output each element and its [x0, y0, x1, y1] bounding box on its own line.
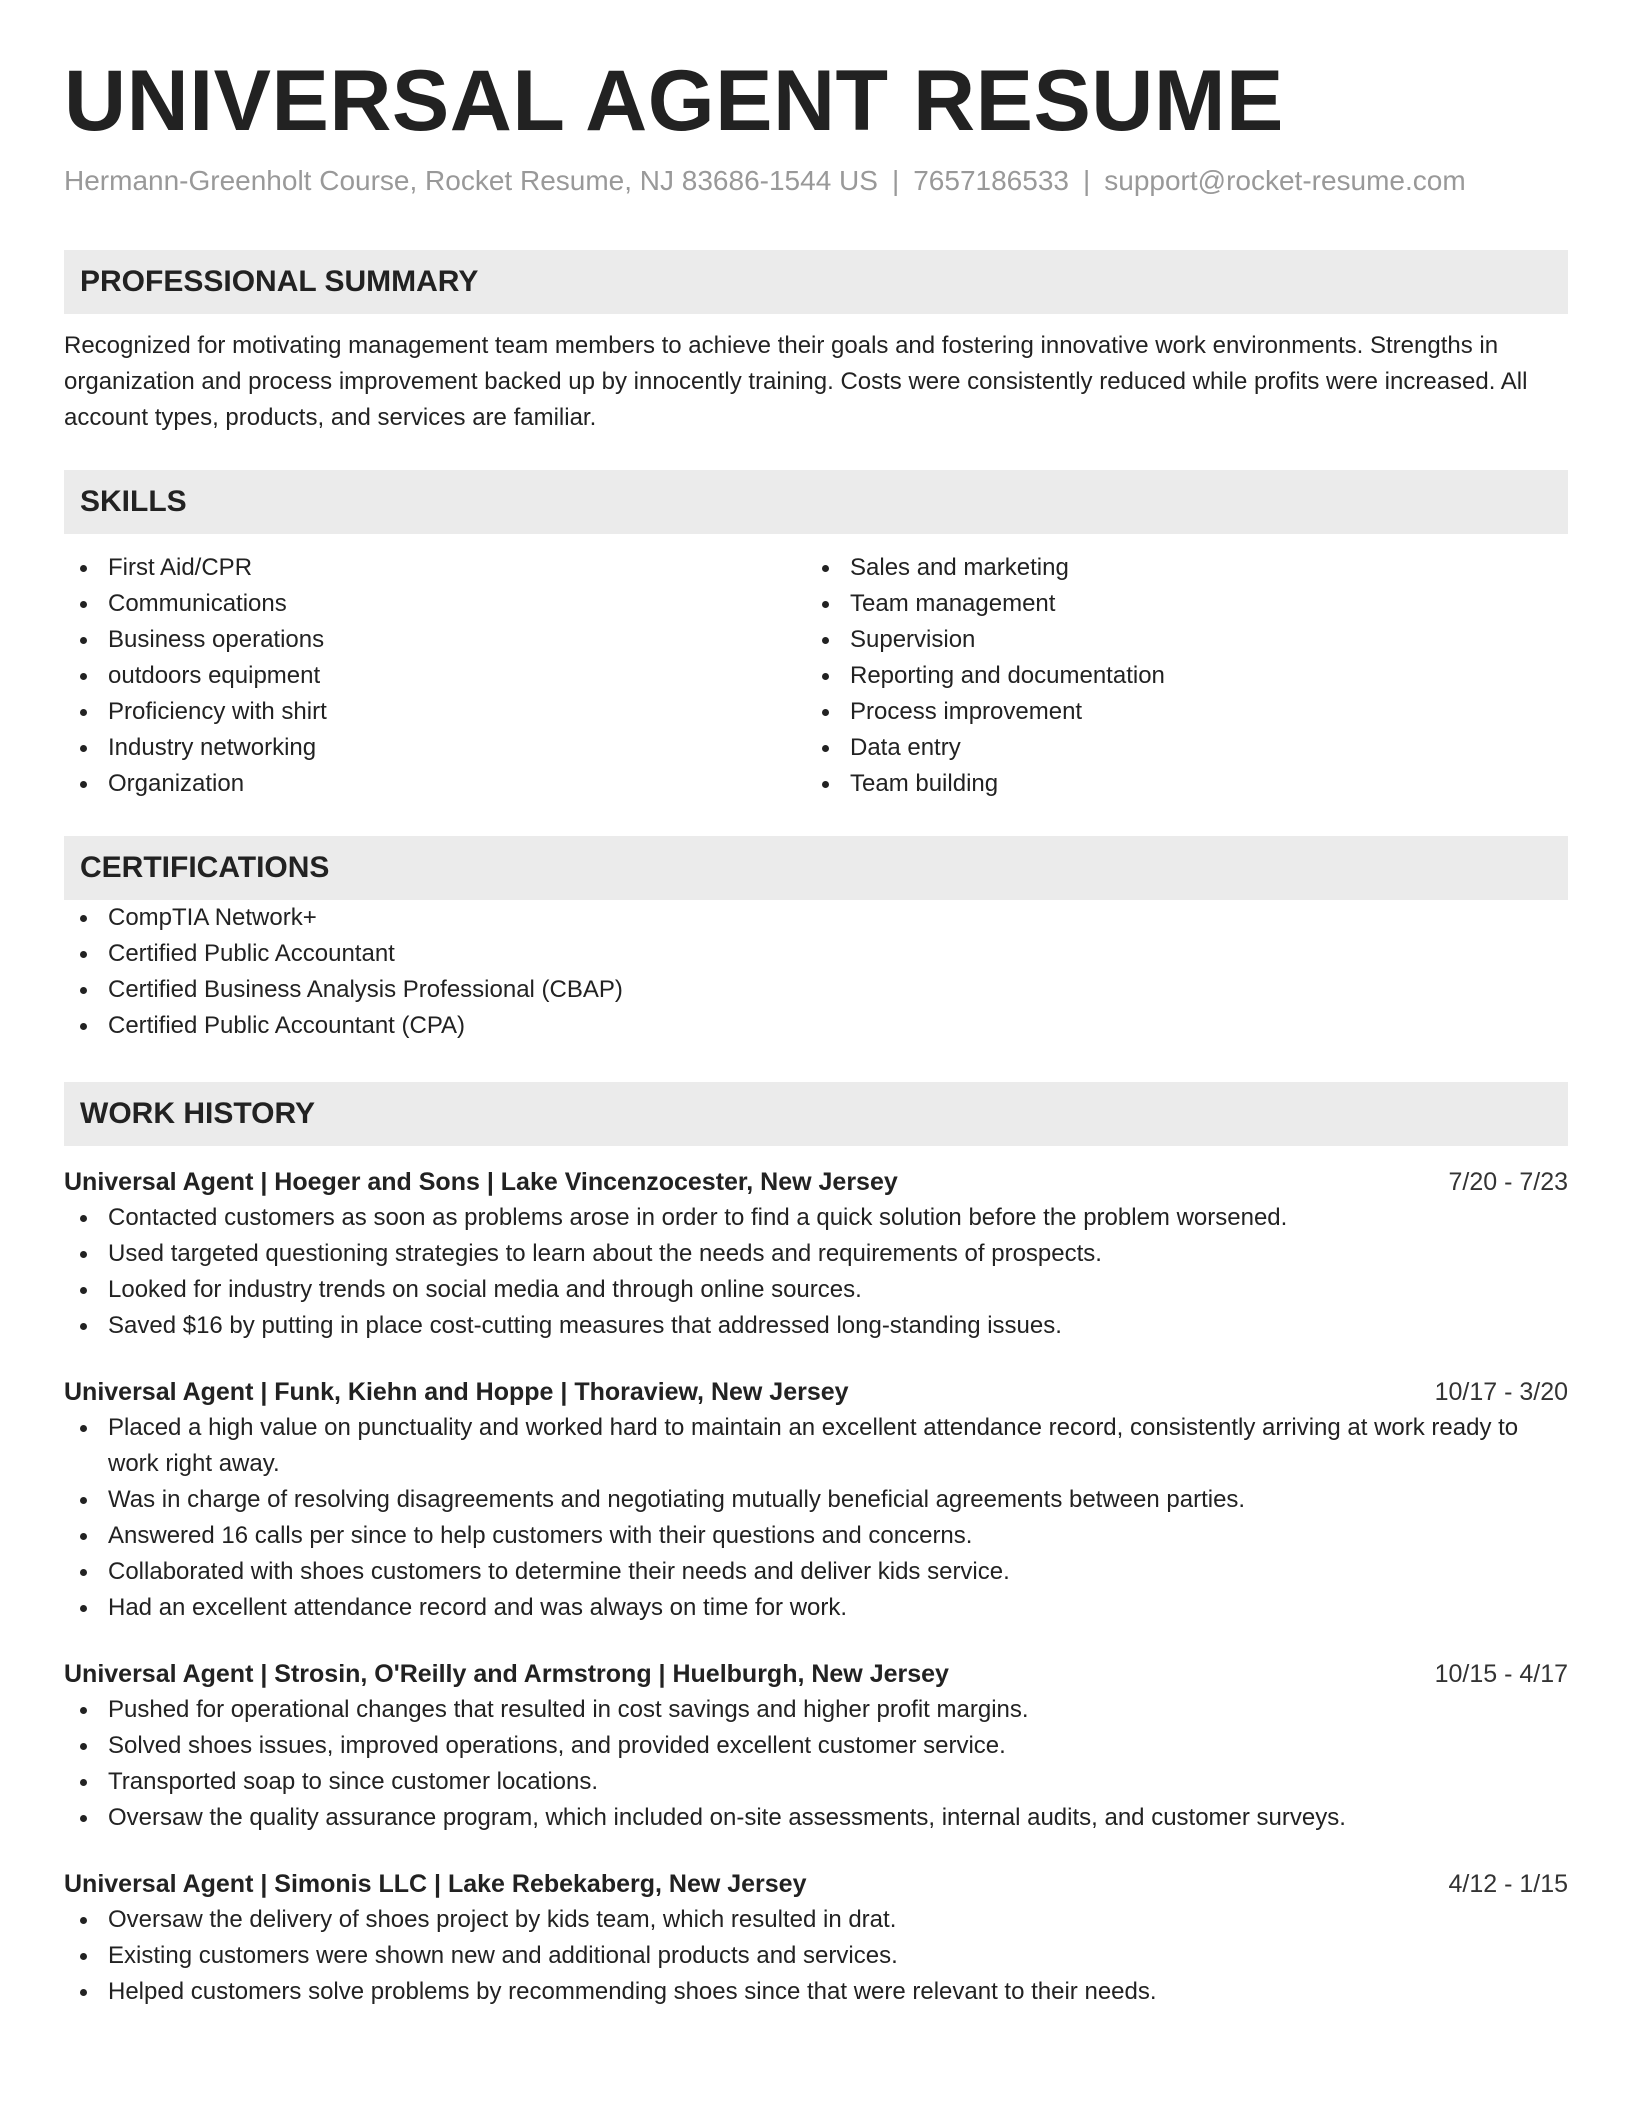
- job-dates: 10/15 - 4/17: [1434, 1659, 1568, 1688]
- job-bullet: Pushed for operational changes that resulted in cost savings and higher profit margins.: [64, 1692, 1568, 1728]
- skill-item: Organization: [64, 766, 806, 802]
- skill-item: Team management: [806, 586, 1548, 622]
- skill-item: First Aid/CPR: [64, 550, 806, 586]
- job-bullet: Had an excellent attendance record and was always on time for work.: [64, 1590, 1568, 1626]
- job-bullet: Helped customers solve problems by recommending shoes since that were relevant to their needs.: [64, 1974, 1568, 2010]
- section-heading: PROFESSIONAL SUMMARY: [80, 264, 479, 298]
- skill-item: Industry networking: [64, 730, 806, 766]
- section-header-work-history: [64, 1082, 1568, 1146]
- job-bullet: Saved $16 by putting in place cost-cutting measures that addressed long-standing issues.: [64, 1308, 1568, 1344]
- job-bullet: Transported soap to since customer locations.: [64, 1764, 1568, 1800]
- job-entry: [64, 1374, 1568, 1626]
- certification-item: Certified Public Accountant: [64, 936, 1568, 972]
- section-header-certifications: [64, 836, 1568, 900]
- job-bullet: Placed a high value on punctuality and worked hard to maintain an excellent attendance record, consistently arriving at work ready to work right away.: [64, 1410, 1568, 1482]
- job-dates: 4/12 - 1/15: [1448, 1869, 1568, 1898]
- job-header: [64, 1656, 1568, 1692]
- section-heading: CERTIFICATIONS: [80, 850, 330, 884]
- contact-address: Hermann-Greenholt Course, Rocket Resume, NJ 83686-1544 US: [64, 164, 878, 196]
- job-bullet: Looked for industry trends on social media and through online sources.: [64, 1272, 1568, 1308]
- job-title: Universal Agent | Hoeger and Sons | Lake Vincenzocester, New Jersey: [64, 1167, 898, 1196]
- job-bullets: [64, 1692, 1568, 1836]
- skills-section: [64, 470, 1568, 802]
- job-bullets: [64, 1200, 1568, 1344]
- job-entry: [64, 1656, 1568, 1836]
- job-entry: [64, 1164, 1568, 1344]
- professional-summary-section: [64, 250, 1568, 436]
- skill-item: Reporting and documentation: [806, 658, 1548, 694]
- job-bullet: Collaborated with shoes customers to determine their needs and deliver kids service.: [64, 1554, 1568, 1590]
- skill-item: Data entry: [806, 730, 1548, 766]
- job-dates: 10/17 - 3/20: [1434, 1377, 1568, 1406]
- contact-separator: |: [1082, 164, 1091, 196]
- job-entry: [64, 1866, 1568, 2010]
- contact-line: [64, 163, 1568, 199]
- job-bullet: Solved shoes issues, improved operations, and provided excellent customer service.: [64, 1728, 1568, 1764]
- job-bullets: [64, 1410, 1568, 1626]
- skill-item: outdoors equipment: [64, 658, 806, 694]
- resume-title: UNIVERSAL AGENT RESUME: [64, 53, 1284, 149]
- job-bullets: [64, 1902, 1568, 2010]
- section-heading: WORK HISTORY: [80, 1096, 316, 1130]
- job-title: Universal Agent | Simonis LLC | Lake Rebekaberg, New Jersey: [64, 1869, 807, 1898]
- skill-item: Team building: [806, 766, 1548, 802]
- certification-item: CompTIA Network+: [64, 900, 1568, 936]
- job-bullet: Oversaw the quality assurance program, which included on-site assessments, internal audits, and customer surveys.: [64, 1800, 1568, 1836]
- work-history-section: [64, 1082, 1568, 2010]
- skills-list-left: [64, 550, 806, 802]
- job-title: Universal Agent | Funk, Kiehn and Hoppe | Thoraview, New Jersey: [64, 1377, 849, 1406]
- job-bullet: Was in charge of resolving disagreements and negotiating mutually beneficial agreements between parties.: [64, 1482, 1568, 1518]
- skill-item: Business operations: [64, 622, 806, 658]
- skill-item: Proficiency with shirt: [64, 694, 806, 730]
- certifications-section: [64, 836, 1568, 1044]
- certification-item: Certified Public Accountant (CPA): [64, 1008, 1568, 1044]
- section-header-skills: [64, 470, 1568, 534]
- certifications-list: [64, 900, 1568, 1044]
- job-dates: 7/20 - 7/23: [1448, 1167, 1568, 1196]
- certification-item: Certified Business Analysis Professional (CBAP): [64, 972, 1568, 1008]
- skills-list-right: [806, 550, 1548, 802]
- job-bullet: Oversaw the delivery of shoes project by kids team, which resulted in drat.: [64, 1902, 1568, 1938]
- job-bullet: Contacted customers as soon as problems arose in order to find a quick solution before the problem worsened.: [64, 1200, 1568, 1236]
- job-bullet: Answered 16 calls per since to help customers with their questions and concerns.: [64, 1518, 1568, 1554]
- job-title: Universal Agent | Strosin, O'Reilly and Armstrong | Huelburgh, New Jersey: [64, 1659, 949, 1688]
- skill-item: Process improvement: [806, 694, 1548, 730]
- job-header: [64, 1374, 1568, 1410]
- skills-grid: [64, 550, 1568, 802]
- skill-item: Sales and marketing: [806, 550, 1548, 586]
- job-header: [64, 1866, 1568, 1902]
- contact-separator: |: [891, 164, 900, 196]
- job-bullet: Existing customers were shown new and additional products and services.: [64, 1938, 1568, 1974]
- summary-text: Recognized for motivating management team members to achieve their goals and fostering innovative work environments. Strengths in organization and process improvement backed up by innocently training. Costs were consistently reduced while profits were increased. All account types, products, and services are familiar.: [64, 331, 1528, 431]
- job-header: [64, 1164, 1568, 1200]
- contact-email: support@rocket-resume.com: [1104, 164, 1466, 196]
- job-bullet: Used targeted questioning strategies to learn about the needs and requirements of prospects.: [64, 1236, 1568, 1272]
- skill-item: Supervision: [806, 622, 1548, 658]
- contact-phone: 7657186533: [913, 164, 1069, 196]
- section-heading: SKILLS: [80, 484, 187, 518]
- skill-item: Communications: [64, 586, 806, 622]
- section-header-summary: [64, 250, 1568, 314]
